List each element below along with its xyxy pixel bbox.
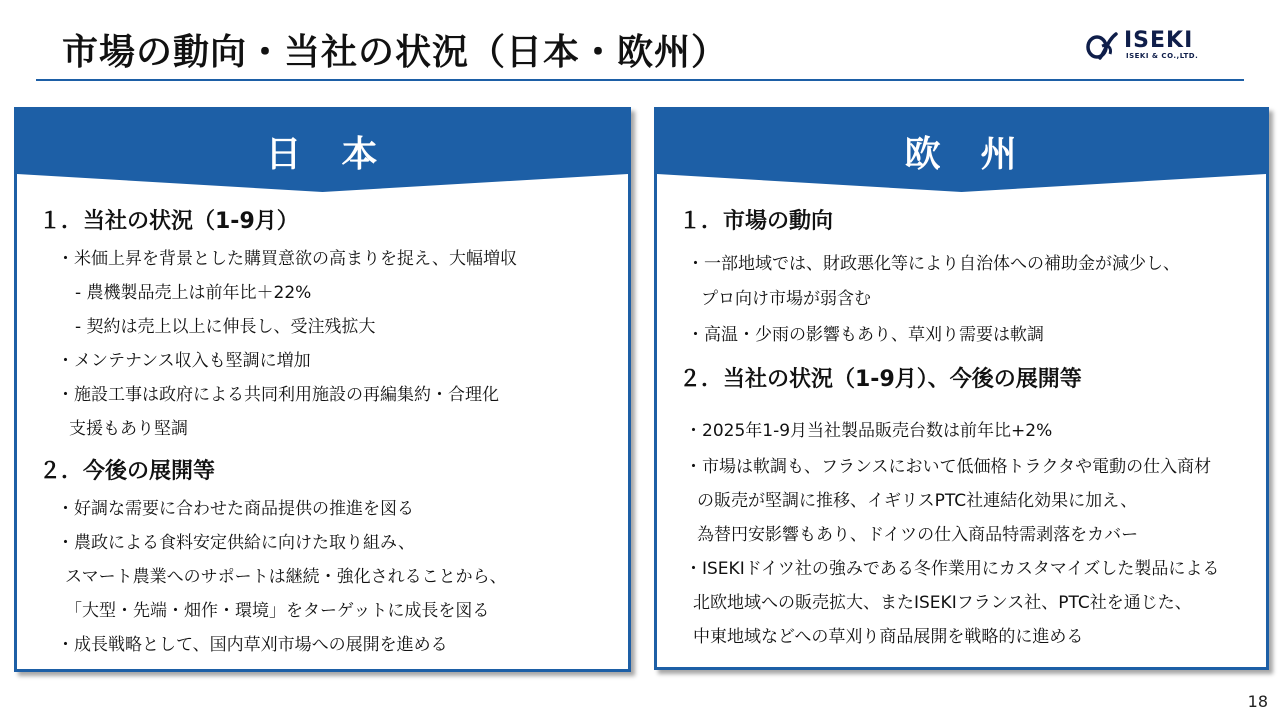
japan-section2-heading: ２．今後の展開等 (39, 459, 216, 484)
europe-header-text: 欧 州 (904, 134, 1019, 175)
japan-panel (14, 107, 631, 672)
europe-section2-heading: ２．当社の状況（1-9月）、今後の展開等 (679, 367, 1082, 392)
europe-s2-line: ・2025年1-9月当社製品販売台数は前年比+2% (685, 421, 1053, 441)
japan-s1-line: ・米価上昇を背景とした購買意欲の高まりを捉え、大幅増収 (57, 249, 518, 269)
europe-s2-line: 中東地域などへの草刈り商品展開を戦略的に進める (693, 627, 1084, 647)
europe-panel (654, 107, 1269, 670)
europe-s2-line: 北欧地域への販売拡大、またISEKIフランス社、PTC社を通じた、 (693, 593, 1192, 613)
japan-s2-line: ・好調な需要に合わせた商品提供の推進を図る (57, 499, 414, 519)
europe-panel-header (657, 110, 1266, 192)
europe-s2-line: ・市場は軟調も、フランスにおいて低価格トラクタや電動の仕入商材 (685, 457, 1212, 477)
japan-s1-line: 支援もあり堅調 (69, 419, 188, 439)
iseki-logo-icon (1086, 32, 1118, 60)
japan-s1-line: ・施設工事は政府による共同利用施設の再編集約・合理化 (57, 385, 499, 405)
europe-section1-heading: １．市場の動向 (679, 209, 834, 234)
europe-s1-line: ・高温・少雨の影響もあり、草刈り需要は軟調 (687, 325, 1044, 345)
europe-s2-line: 為替円安影響もあり、ドイツの仕入商品特需剥落をカバー (697, 525, 1139, 545)
japan-s1-line: - 農機製品売上は前年比＋22% (75, 283, 312, 303)
page-title: 市場の動向・当社の状況（日本・欧州） (62, 32, 729, 73)
japan-s1-line: ・メンテナンス収入も堅調に増加 (57, 351, 311, 371)
japan-s1-line: - 契約は売上以上に伸長し、受注残拡大 (75, 317, 376, 337)
japan-s2-line: ・農政による食料安定供給に向けた取り組み、 (57, 533, 416, 553)
japan-s2-line: ・成長戦略として、国内草刈市場への展開を進める (57, 635, 448, 655)
logo-wordmark: ISEKI (1124, 28, 1194, 53)
page-number: 18 (1247, 692, 1268, 711)
europe-s1-line: プロ向け市場が弱含む (701, 289, 871, 309)
europe-s2-line: ・ISEKIドイツ社の強みである冬作業用にカスタマイズした製品による (685, 559, 1220, 579)
japan-s2-line: 「大型・先端・畑作・環境」をターゲットに成長を図る (65, 601, 490, 621)
japan-panel-header (17, 110, 628, 192)
europe-s2-line: の販売が堅調に推移、イギリスPTC社連結化効果に加え、 (697, 491, 1138, 511)
japan-section1-heading: １．当社の状況（1-9月） (39, 209, 299, 234)
iseki-logo (1086, 30, 1226, 64)
title-divider (36, 79, 1244, 81)
japan-s2-line: スマート農業へのサポートは継続・強化されることから、 (65, 567, 507, 587)
japan-header-text: 日 本 (265, 134, 380, 175)
logo-subtitle: ISEKI & CO.,LTD. (1126, 52, 1199, 60)
europe-s1-line: ・一部地域では、財政悪化等により自治体への補助金が減少し、 (687, 254, 1180, 274)
